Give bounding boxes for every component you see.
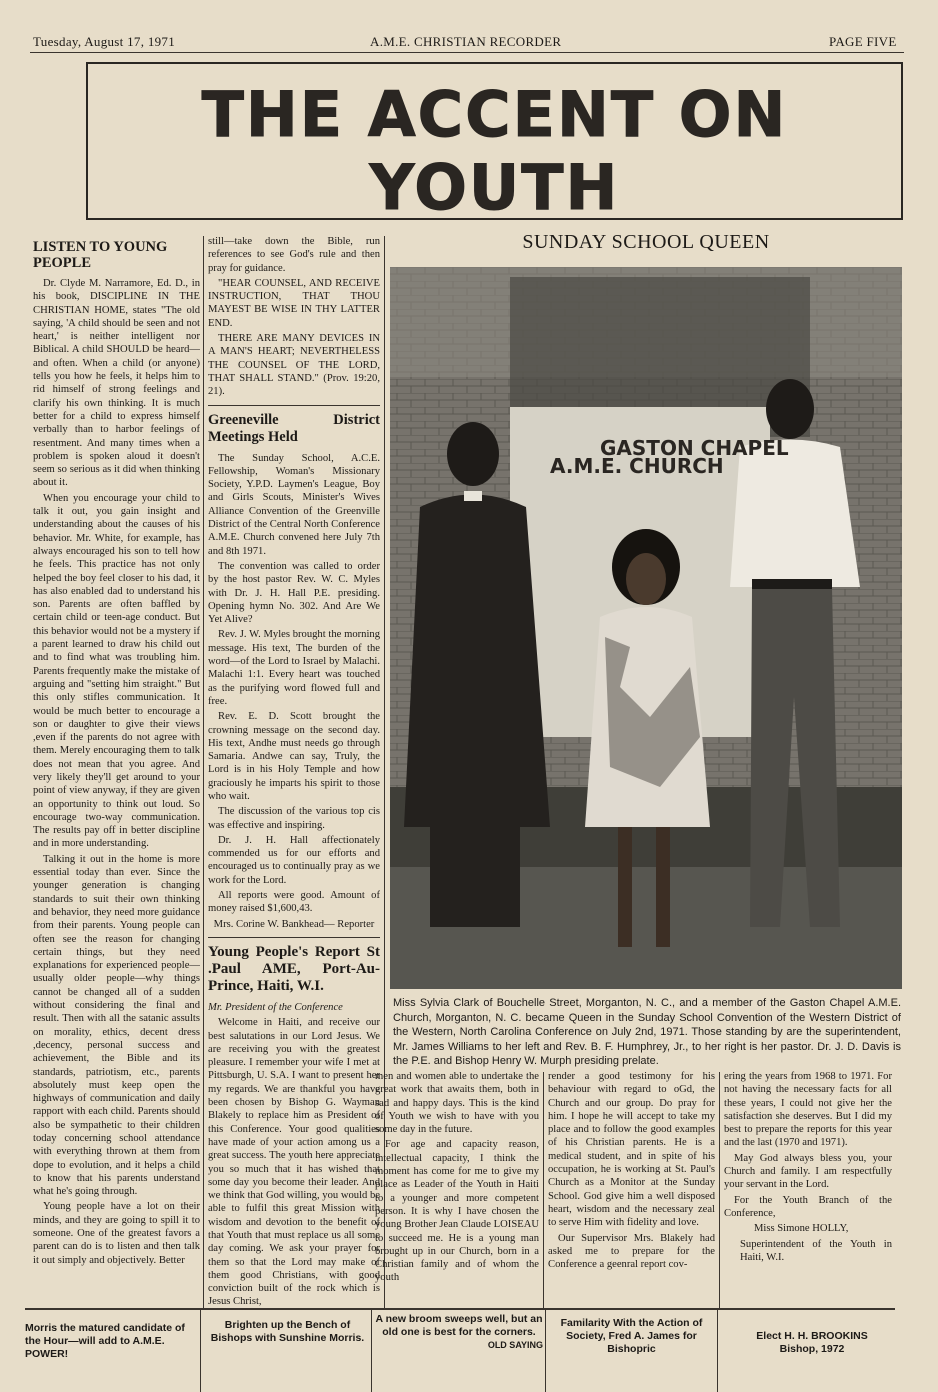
header-date: Tuesday, August 17, 1971 xyxy=(33,34,176,49)
article-paragraph: May God always bless you, your Church and family. I am respectfully your servant in the Lord. xyxy=(724,1152,892,1191)
column-divider xyxy=(203,236,204,1308)
article-paragraph: For age and capacity reason, intellectual capacity, I think the moment has come for me to give my place as Leader of the Youth in Haiti to a younger and more competent person. It is why I have chosen the young Brother Jean Claude LOISEAU to succeed me. He is a young man brought up in our Church, born in a Christian family and of whom the youth xyxy=(375,1139,539,1284)
banner xyxy=(86,62,903,224)
church-sign-line-1: GASTON CHAPEL xyxy=(600,436,789,460)
article-paragraph: The discussion of the various top cis was effective and inspiring. xyxy=(208,806,380,831)
quote-text: A new broom sweeps well, but an old one is best for the corners. xyxy=(375,1313,543,1338)
article-paragraph: Our Supervisor Mrs. Blakely had asked me to prepare for the Conference a geenral report cov- xyxy=(548,1232,715,1271)
article-paragraph: render a good testimony for his behaviour with regard to oGd, the Church and our group. Do pray for him. I hope he will accept to take my place and to follow the good examples of his Christian parents. He is a medical student, and in spite of his occupation, he is working at St. Paul's Church as a Monitor at the Sunday School. God give him a well disposed heart, wisdom and the necessary zeal to serve Him with fidelity and love. xyxy=(548,1071,715,1229)
scripture-quote: THERE ARE MANY DEVICES IN A MAN'S HEART; NEVERTHELESS THE COUNSEL OF THE LORD, THAT SHALL STAND." (Prov. 19:20, 21). xyxy=(208,333,380,398)
letter-signature-title: Superintendent of the Youth in Haiti, W.I. xyxy=(740,1238,892,1263)
column-haiti-cont-1 xyxy=(375,1070,539,1308)
article-divider xyxy=(208,405,380,406)
column-divider xyxy=(543,1072,544,1308)
header-rule xyxy=(30,52,904,53)
article-paragraph: All reports were good. Amount of money raised $1,600,43. xyxy=(208,890,380,915)
box-divider xyxy=(717,1308,718,1392)
letter-salutation: Mr. President of the Conference xyxy=(208,1001,343,1013)
ad-line: Bishop, 1972 xyxy=(779,1343,845,1355)
column-haiti-cont-2 xyxy=(548,1070,715,1308)
article-paragraph: men and women able to undertake the great work that awaits them, both in sad and happy days. This is the kind of Youth we wish to have with you some day in the future. xyxy=(375,1071,539,1136)
column-divider xyxy=(719,1072,720,1308)
quote-attribution: OLD SAYING xyxy=(487,1340,543,1350)
article-signature: Mrs. Corine W. Bankhead— Reporter xyxy=(213,918,375,930)
box-divider xyxy=(200,1308,201,1392)
article-paragraph: Rev. E. D. Scott brought the crowning message on the second day. His text, Andhe must needs go through Samaria. Andwe can say, Truly, the Lord is in his Holy Temple and how graciously he imparts his spirit to those who wait. xyxy=(208,711,380,802)
photo-caption: Miss Sylvia Clark of Bouchelle Street, Morganton, N. C., and a member of the Gaston Chapel A.M.E. Church, Morganton, N. C. became Queen in the Sunday School Convention of the Western District of the Western, North Carolina Conference on July 2nd, 1971. Those standing by are the superintendent, Mr. James Williams to her left and Rev. B. F. Humphrey, Jr., to her right is her pastor. Dr. J. D. Davis is the P.E. and Bishop Henry W. Murph presiding prelate. xyxy=(393,997,901,1068)
header-paper-name: A.M.E. CHRISTIAN RECORDER xyxy=(370,34,562,49)
banner-title: THE ACCENT ON YOUTH xyxy=(201,78,788,224)
article-paragraph: Rev. J. W. Myles brought the morning message. His text, The burden of the word—of the Lord to Israel by Malachi. Malachi 1:1. Every heart was touched as the purifying word flowed full and free. xyxy=(208,629,380,707)
article-paragraph: ering the years from 1968 to 1971. For not having the necessary facts for all these years, I could not give her the satisfaction she deserves. But I did my best to prepare the reports for this year and the last (1970 and 1971). xyxy=(724,1071,892,1149)
article-headline: LISTEN TO YOUNG PEOPLE xyxy=(33,239,168,271)
article-paragraph: Young people have a lot on their minds, and they are going to spill it to someone. One of the greatest favors a parent can do is to listen and then talk it out simply and objectively. Better xyxy=(33,1201,200,1266)
church-sign-line-2: A.M.E. CHURCH xyxy=(550,454,724,478)
column-listen-to-young-people xyxy=(33,237,200,1309)
article-divider xyxy=(208,937,380,938)
article-paragraph: Dr. J. H. Hall affectionately commended us for our efforts and encouraged us to continually pray as we work for the Lord. xyxy=(208,834,380,886)
letter-signature-name: Miss Simone HOLLY, xyxy=(754,1223,849,1235)
box-divider xyxy=(545,1308,546,1392)
article-paragraph: Talking it out in the home is more essential today than ever. Since the younger generation is changing standards to suit their own thinking and behavior, they need more guidance from their parents. Young people can often see the reason for changing certain things, but they need explanations for experienced people—usually older people—why things cannot be changed all of a sudden without considering the final and result. Then with all the satanic assults on morality, ethics, decent dress ,decency, personal success and achievement, the Bible and its standards, patriotism, etc., parents absolutely must keep open the highways of communication and daily rapport with each child. Parents should also be sympathetic to their children today concerning school attendance with everything thrown at them from dope to evolution, and it helps a child to know that his parents understand what he's going through. xyxy=(33,853,200,1198)
article-paragraph: The Sunday School, A.C.E. Fellowship, Woman's Missionary Society, Y.P.D. Laymen's League, Boy and Girls Scouts, Minister's Wives Alliance Convention of the Greenville District of the Central North Conference A.M.E. Church convened here July 7th and 8th 1971. xyxy=(208,452,380,557)
photo-sunday-school-queen xyxy=(390,267,902,989)
ad-box-brookins xyxy=(722,1330,902,1356)
ad-box-sunshine-morris: Brighten up the Bench of Bishops with Sunshine Morris. xyxy=(210,1319,365,1344)
ad-line: Elect H. H. BROOKINS xyxy=(756,1330,868,1342)
column-greeneville-and-haiti xyxy=(208,235,380,1308)
article-headline: Young People's Report St .Paul AME, Port-Au-Prince, Haiti, W.I. xyxy=(208,943,380,994)
column-haiti-cont-3 xyxy=(724,1070,892,1308)
article-headline: Greeneville District Meetings Held xyxy=(208,411,380,445)
article-paragraph: still—take down the Bible, run references to see God's rule and then pray for guidance. xyxy=(208,236,380,274)
ad-box-fred-james: Familarity With the Action of Society, Fred A. James for Bishopric xyxy=(560,1317,703,1355)
article-paragraph: For the Youth Branch of the Conference, xyxy=(724,1194,892,1219)
article-paragraph: Welcome in Haiti, and receive our best salutations in our Lord Jesus. We are receiving you with the greatest pleasure. I remember your wife I met at Pittsburgh, U. S.A. I want to present her my regards. We are thankful you have been chosen by Bishop G. Wayman Blakely to replace him as President of this Conference. Your good qualities have made of your action among us a great success. The youth here appreciate you so much that it has wished that some day you become their leader. And we think that God willing, you would be able to fulfil this great Mission with wisdom and devotion to the benefit of that Youth that must replace us all some day coming. We ask your prayer for them so that the Lord may make of them good Christians, with good conviction built of the rock which is Jesus Christ, xyxy=(208,1017,380,1308)
header-page-number: PAGE FIVE xyxy=(829,34,897,49)
article-paragraph: The convention was called to order by the host pastor Rev. W. C. Myles with Dr. J. H. Hall P.E. presiding. Opening hymn No. 302. And Are We Yet Alive? xyxy=(208,560,380,626)
photo-illustration xyxy=(390,267,902,989)
article-paragraph: Dr. Clyde M. Narramore, Ed. D., in his book, DISCIPLINE IN THE CHRISTIAN HOME, states "The old saying, 'A child should be seen and not heart,' is neither intelligent nor Biblical. A child SHOULD be heard—and often. When a child (or anyone) tells you how he feels, it helps him to rid himself of strong feelings and clarify his own thinking. It is much better for a child to express himself verbally than to harbor feelings of resentment. And many times when a problem is spoken aloud it doesn't seem so serious as it did when thinking about it. xyxy=(33,278,200,489)
article-paragraph: When you encourage your child to talk it out, you gain insight and understanding about the causes of his behavior. Mr. White, for example, has always encouraged his son to tell how he feels. This practice has not only helped the boy feel closer to his dad, it has also enabled dad to understand his son. Parents are often baffled by certain child or teen-age conduct. But this behavior would not be a mystery if a parent learned to draw his child out and to find what was troubling him. Parents frequently make the mistake of arguing and "setting him straight." But this only stifles communication. It would be much better to encourage a son or daughter to give their views ,even if the parents do not agree with them. Merely encouraging them to talk does not mean that you agree. And very likely they'll get around to your point of view anyway, if they are given an opportunity to think out loud. So encourage two-way communication. The results pay off in better discipline and in more understanding. xyxy=(33,492,200,850)
scripture-quote: "HEAR COUNSEL, AND RECEIVE INSTRUCTION, THAT THOU MAYEST BE WISE IN THY LATTER END. xyxy=(208,277,380,329)
boxes-top-rule xyxy=(25,1308,895,1310)
quote-box-new-broom xyxy=(375,1313,543,1352)
ad-box-morris: Morris the matured candidate of the Hour—will add to A.M.E. POWER! xyxy=(25,1322,185,1360)
photo-headline: SUNDAY SCHOOL QUEEN xyxy=(522,231,770,253)
box-divider xyxy=(371,1308,372,1392)
